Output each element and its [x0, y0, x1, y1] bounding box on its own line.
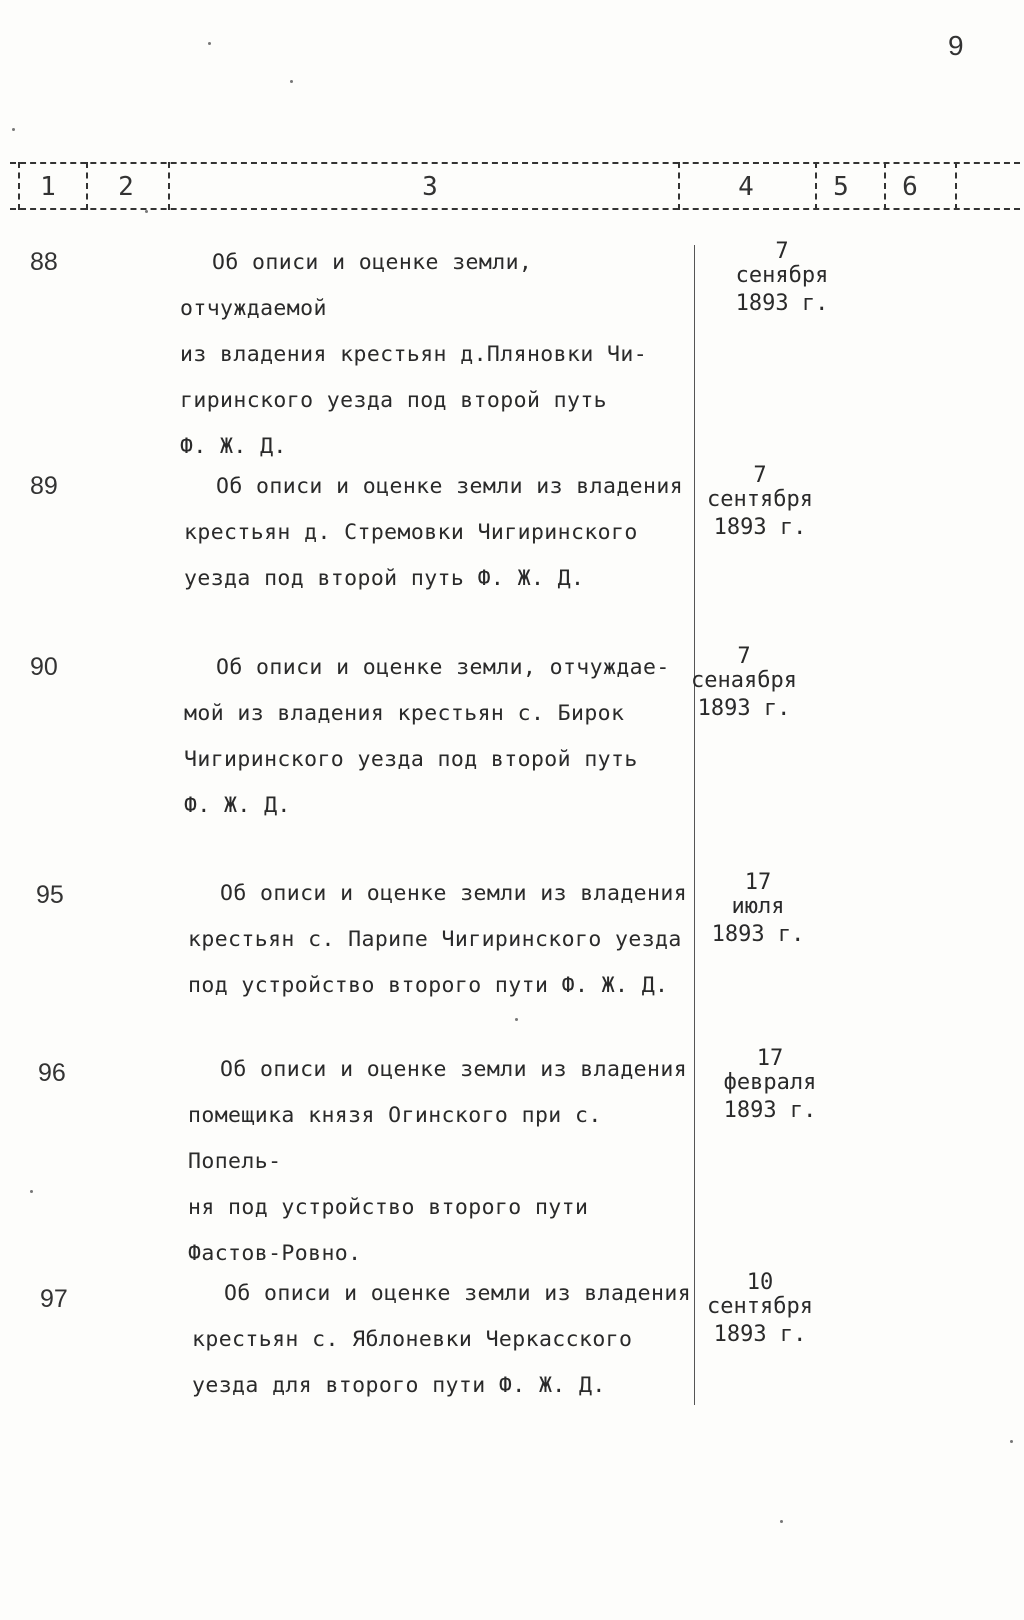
header-separator [18, 162, 20, 210]
column-header-2: 2 [118, 172, 134, 202]
column-header-6: 6 [902, 172, 918, 202]
scan-speck [145, 210, 148, 213]
date-year: 1893 г. [697, 696, 791, 721]
column-header-4: 4 [738, 172, 754, 202]
column-header-1: 1 [40, 172, 56, 202]
entry-description: Об описи и оценке земли, отчуждаемой из владения крестьян д.Пляновки Чи- гиринского уезда под второй путь Ф. Ж. Д. [180, 250, 648, 459]
entry-number: 90 [30, 653, 58, 681]
entry-description: Об описи и оценке земли из владения помещика князя Огинского при с. Попель- ня под устройство второго пути Фастов-Ровно. [188, 1057, 688, 1266]
date-year: 1893 г. [713, 515, 807, 540]
date-month: сентября [707, 487, 813, 512]
date-month: сенября [735, 263, 829, 288]
header-separator [815, 162, 817, 210]
date-day: 17 [744, 870, 772, 895]
entry-number: 95 [36, 881, 64, 909]
header-top-rule [10, 162, 1020, 164]
entry-number: 96 [38, 1059, 66, 1087]
header-separator [86, 162, 88, 210]
entry-date [688, 871, 828, 947]
date-month: сентября [707, 1294, 813, 1319]
date-month: февраля [723, 1070, 817, 1095]
entry-description: Об описи и оценке земли, отчуждае- мой из владения крестьян с. Бирок Чигиринского уезда под второй путь Ф. Ж. Д. [184, 655, 670, 818]
entry-description: Об описи и оценке земли из владения крестьян с. Яблоневки Черкасского уезда для второго пути Ф. Ж. Д. [192, 1281, 692, 1398]
header-separator [168, 162, 170, 210]
column-header-3: 3 [422, 172, 438, 202]
scan-speck [290, 80, 293, 83]
entry-description: Об описи и оценке земли из владения крестьян д. Стремовки Чигиринского уезда под второй путь Ф. Ж. Д. [184, 474, 684, 591]
entry-date [700, 1047, 840, 1123]
date-day: 7 [775, 239, 789, 264]
date-month: июля [731, 894, 785, 919]
scan-speck [208, 42, 211, 45]
scan-speck [780, 1520, 783, 1523]
scan-speck [12, 128, 15, 131]
entry-date [690, 464, 830, 540]
header-separator [955, 162, 957, 210]
column-header-5: 5 [833, 172, 849, 202]
entry-number: 88 [30, 248, 58, 276]
entry-number: 97 [40, 1285, 68, 1313]
header-separator [678, 162, 680, 210]
entry-date [674, 645, 814, 721]
header-separator [884, 162, 886, 210]
scan-speck [515, 1018, 518, 1021]
date-day: 7 [753, 463, 767, 488]
date-month: сенаября [691, 668, 797, 693]
date-year: 1893 г. [735, 291, 829, 316]
header-bottom-rule [10, 208, 1020, 210]
entry-date [712, 240, 852, 316]
entry-description: Об описи и оценке земли из владения крестьян с. Парипе Чигиринского уезда под устройство второго пути Ф. Ж. Д. [188, 881, 688, 998]
date-year: 1893 г. [711, 922, 805, 947]
date-day: 7 [737, 644, 751, 669]
date-year: 1893 г. [723, 1098, 817, 1123]
date-year: 1893 г. [713, 1322, 807, 1347]
entry-number: 89 [30, 472, 58, 500]
scan-speck [1010, 1440, 1013, 1443]
entry-date [690, 1271, 830, 1347]
date-day: 17 [756, 1046, 784, 1071]
date-day: 10 [746, 1270, 774, 1295]
scan-speck [30, 1190, 33, 1193]
page-number: 9 [948, 30, 964, 61]
